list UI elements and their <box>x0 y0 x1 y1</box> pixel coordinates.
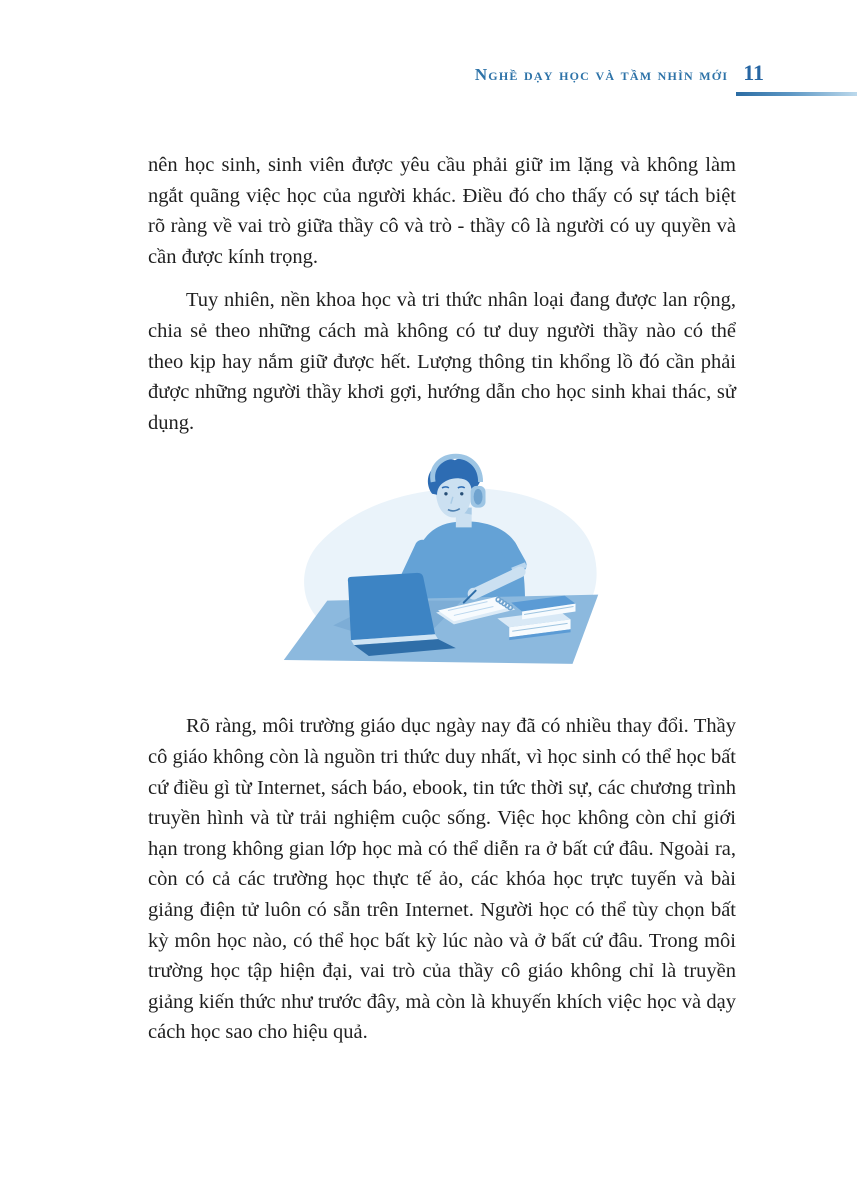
running-header <box>148 60 764 86</box>
eye-left <box>444 492 447 495</box>
paragraph-3: Rõ ràng, môi trường giáo dục ngày nay đã có nhiều thay đổi. Thầy cô giáo không còn là nguồn tri thức duy nhất, vì học sinh có thể học bất cứ điều gì từ Internet, sách báo, ebook, tin tức thời sự, các chương trình truyền hình và từ trải nghiệm cuộc sống. Việc học không còn chỉ giới hạn trong không gian lớp học mà có thể diễn ra ở bất cứ đâu. Ngoài ra, còn có cả các trường học thực tế ảo, các khóa học trực tuyến và bài giảng điện tử luôn có sẵn trên Internet. Người học có thể tùy chọn bất kỳ môn học nào, có thể học bất kỳ lúc nào và ở bất cứ đâu. Trong môi trường học tập hiện đại, vai trò của thầy cô giáo không chỉ là truyền giảng kiến thức như trước đây, mà còn là khuyến khích việc học và dạy cách học sao cho hiệu quả. <box>148 715 736 1044</box>
page-number: 11 <box>743 60 764 85</box>
paragraph-1: nên học sinh, sinh viên được yêu cầu phải giữ im lặng và không làm ngắt quãng việc học của người khác. Điều đó cho thấy có sự tách biệt rõ ràng về vai trò giữa thầy cô và trò - thầy cô là người có uy quyền và cần được kính trọng. <box>148 154 736 268</box>
running-header-title: Nghề dạy học và tầm nhìn mới <box>474 65 729 84</box>
header-rule <box>736 92 857 96</box>
page-body <box>148 150 736 1061</box>
paragraph-2: Tuy nhiên, nền khoa học và tri thức nhân loại đang được lan rộng, chia sẻ theo những cách mà không có tư duy người thầy nào có thể theo kịp hay nắm giữ được hết. Lượng thông tin khổng lồ đó cần phải được những người thầy khơi gợi, hướng dẫn cho học sinh khai thác, sử dụng. <box>148 289 736 434</box>
eye-right <box>460 492 463 495</box>
headphones-ear-cup-inner <box>474 489 483 505</box>
illustration-student-studying <box>264 451 620 681</box>
laptop-screen <box>348 573 435 640</box>
right-arm-sleeve <box>508 548 518 566</box>
student-study-scene-graphic <box>264 451 620 681</box>
